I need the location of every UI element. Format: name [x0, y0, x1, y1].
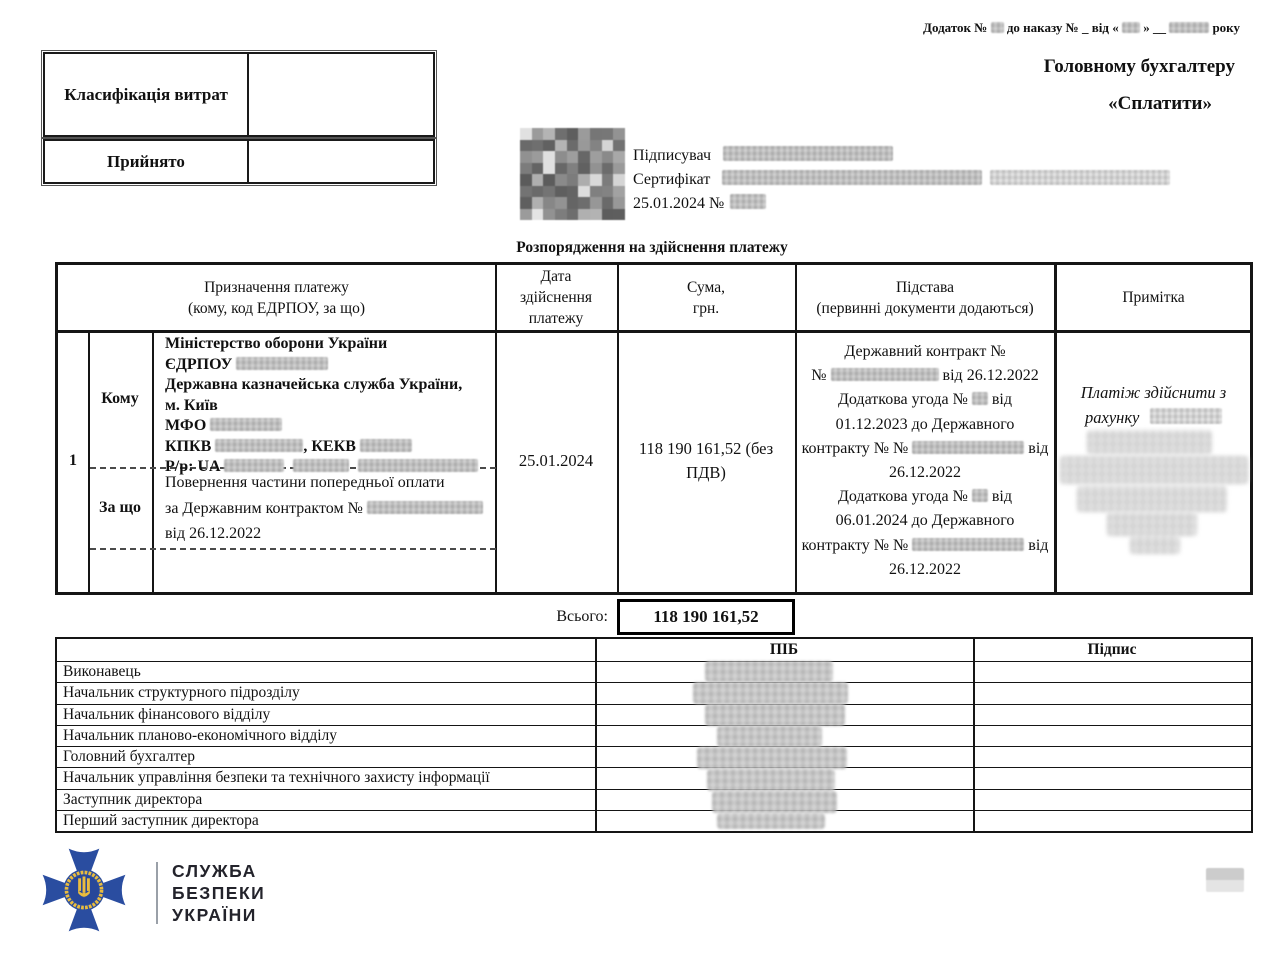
signature-row: Перший заступник директора — [57, 810, 1251, 831]
basis-cell: Державний контракт № № від 26.12.2022 Додаткова угода № від 01.12.2023 до Державного контракту № № від 26.12.2022 Додаткова угода № від 06.01.2024 до Державного контракту № № від 26.12.2022 — [801, 342, 1049, 578]
pib-header: ПІБ — [769, 641, 799, 658]
annex-text: Додаток № — [923, 20, 988, 35]
page-corner-redaction — [1206, 868, 1244, 892]
redacted-block — [697, 747, 847, 769]
stamp-date-line — [633, 194, 766, 213]
signature-row: Начальник фінансового відділу — [57, 704, 1251, 725]
stamp-date-text: 25.01.2024 № — [633, 195, 725, 212]
sbu-logo — [28, 845, 265, 940]
classification-expenses-value-cell — [249, 54, 433, 135]
komu-content: Міністерство оборони України ЄДРПОУ Державна казначейська служба України, м. Київ МФО КПКВ , КЕКВ Р/р: UA — [165, 334, 501, 478]
pay-resolution: «Сплатити» — [1108, 93, 1212, 114]
signer-line — [633, 146, 893, 165]
redacted-block — [360, 439, 412, 452]
redacted-block — [723, 146, 893, 161]
redacted-block — [972, 392, 988, 405]
redacted-block — [991, 22, 1004, 33]
annex-line — [600, 20, 1240, 36]
annex-text: року — [1212, 20, 1240, 35]
redacted-block — [717, 726, 822, 747]
document-title: Розпорядження на здійснення платежу — [516, 239, 788, 256]
redacted-block — [831, 368, 939, 381]
table-border — [973, 639, 975, 831]
annex-text: » __ — [1143, 20, 1166, 35]
row-number: 1 — [69, 452, 77, 469]
table-border — [152, 330, 154, 592]
redacted-block — [693, 682, 848, 704]
annex-text: до наказу № _ від « — [1006, 20, 1119, 35]
redacted-block — [972, 489, 988, 502]
redacted-block — [705, 704, 845, 726]
redacted-block — [712, 791, 837, 813]
logo-divider — [156, 862, 158, 924]
date-cell: 25.01.2024 — [518, 451, 594, 470]
classification-table-expenses — [43, 52, 435, 137]
sum-cell: 118 190 161,52 (без ПДВ) — [638, 439, 774, 482]
redacted-block — [912, 441, 1024, 454]
redacted-block — [730, 194, 766, 209]
logo-text: СЛУЖБА БЕЗПЕКИ УКРАЇНИ — [172, 860, 266, 925]
signer-label: Підписувач — [633, 147, 712, 164]
komu-label: Кому — [101, 389, 139, 407]
header-date: Дата здійснення платежу — [519, 268, 593, 327]
redacted-block — [236, 357, 328, 370]
redacted-block — [215, 439, 303, 452]
note-cell: Платіж здійснити з рахунку — [1057, 330, 1250, 592]
total-label: Всього: — [556, 608, 608, 625]
certificate-label: Сертифікат — [633, 171, 711, 188]
header-note: Примітка — [1122, 289, 1185, 306]
header-sum: Сума, грн. — [687, 278, 725, 317]
signature-row: Начальник структурного підрозділу — [57, 682, 1251, 703]
classification-accepted-value-cell — [249, 141, 433, 182]
redacted-block — [705, 661, 833, 682]
zascho-label: За що — [99, 498, 141, 516]
total-box: 118 190 161,52 — [617, 599, 795, 635]
redacted-block — [210, 418, 282, 431]
redacted-block — [1087, 430, 1212, 454]
classification-accepted-label: Прийнято — [45, 141, 249, 182]
signature-row: Заступник директора — [57, 789, 1251, 810]
signature-row: Головний бухгалтер — [57, 746, 1251, 767]
redacted-block — [990, 170, 1170, 185]
redacted-block — [1077, 486, 1227, 512]
redacted-block — [1169, 22, 1209, 33]
note-line2: рахунку — [1085, 408, 1222, 428]
signature-row: Начальник управління безпеки та технічного захисту інформації — [57, 767, 1251, 788]
qr-stamp — [520, 128, 625, 220]
redacted-block — [1060, 456, 1248, 484]
classification-expenses-label: Класифікація витрат — [45, 54, 249, 135]
redacted-block — [722, 170, 982, 185]
classification-table-accepted — [43, 139, 435, 184]
sign-header: Підпис — [1087, 641, 1137, 658]
sbu-emblem-icon — [28, 845, 140, 940]
redacted-block — [1130, 536, 1180, 554]
signature-row: Начальник планово-економічного відділу — [57, 725, 1251, 746]
signatures-table — [55, 637, 1253, 833]
table-border — [595, 639, 597, 831]
addressee-line: Головному бухгалтеру — [1043, 56, 1235, 77]
signature-row: Виконавець — [57, 661, 1251, 682]
redacted-block — [912, 538, 1024, 551]
redacted-block — [1107, 512, 1197, 536]
redacted-block — [367, 501, 483, 514]
header-purpose: Призначення платежу (кому, код ЕДРПОУ, за що) — [187, 278, 366, 317]
redacted-block — [1150, 408, 1222, 424]
redacted-block — [1122, 22, 1140, 33]
dashed-divider — [90, 548, 496, 550]
payment-table — [55, 262, 1253, 595]
redacted-block — [717, 813, 825, 829]
certificate-line — [633, 170, 1170, 189]
redacted-block — [707, 769, 835, 791]
header-basis: Підстава (первинні документи додаються) — [816, 278, 1034, 317]
zascho-content: Повернення частини попередньої оплати за Державним контрактом № від 26.12.2022 — [165, 470, 501, 547]
